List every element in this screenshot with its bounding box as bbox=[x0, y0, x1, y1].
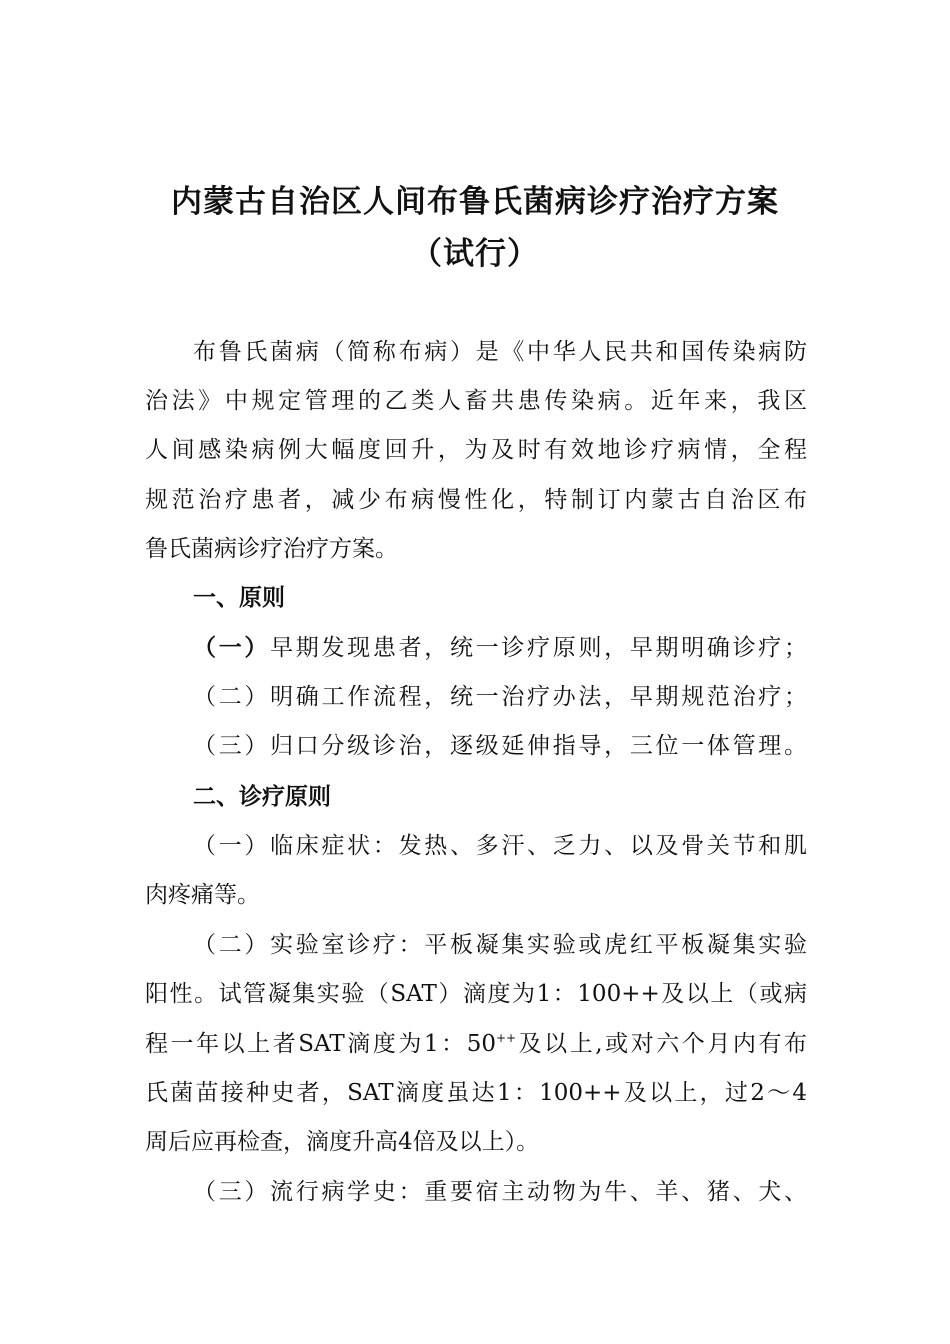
paragraph-line: （一）临床症状：发热、多汗、乏力、以及骨关节和肌 bbox=[193, 833, 807, 859]
principle-item: （三）归口分级诊治，逐级延伸指导，三位一体管理。 bbox=[193, 733, 807, 759]
paragraph-line: 氏菌苗接种史者，SAT滴度虽达1：100++及以上，过2～4 bbox=[145, 1080, 807, 1106]
document-title: 内蒙古自治区人间布鲁氏菌病诊疗治疗方案 bbox=[171, 184, 779, 220]
paragraph-line: 阳性。试管凝集实验（SAT）滴度为1：100++及以上（或病 bbox=[145, 981, 807, 1007]
principle-item: （二）明确工作流程，统一治疗办法，早期规范治疗； bbox=[193, 684, 807, 710]
intro-line: 布鲁氏菌病（简称布病）是《中华人民共和国传染病防 bbox=[193, 339, 807, 365]
principle-item-text: 早期发现患者，统一诊疗原则，早期明确诊疗； bbox=[270, 635, 808, 661]
paragraph-text: 程一年以上者SAT滴度为1：50 bbox=[145, 1031, 496, 1057]
paragraph-line: 周后应再检查，滴度升高4倍及以上）。 bbox=[145, 1129, 540, 1155]
paragraph-line: （三）流行病学史：重要宿主动物为牛、羊、猪、犬、 bbox=[193, 1179, 807, 1205]
paragraph-line bbox=[145, 1027, 807, 1061]
section-heading: 一、原则 bbox=[193, 585, 285, 611]
document-subtitle: （试行） bbox=[411, 236, 539, 272]
principle-item bbox=[193, 631, 807, 665]
paragraph-line: 肉疼痛等。 bbox=[145, 882, 260, 908]
intro-line: 治法》中规定管理的乙类人畜共患传染病。近年来，我区 bbox=[145, 388, 807, 414]
section-heading: 二、诊疗原则 bbox=[193, 784, 331, 810]
intro-line: 规范治疗患者，减少布病慢性化，特制订内蒙古自治区布 bbox=[145, 487, 807, 513]
principle-item-number: （一） bbox=[193, 635, 271, 661]
intro-line: 人间感染病例大幅度回升，为及时有效地诊疗病情，全程 bbox=[145, 437, 807, 463]
paragraph-text: 及以上,或对六个月内有布 bbox=[516, 1031, 807, 1057]
paragraph-line: （二）实验室诊疗：平板凝集实验或虎红平板凝集实验 bbox=[193, 932, 807, 958]
intro-line: 鲁氏菌病诊疗治疗方案。 bbox=[145, 536, 398, 562]
superscript: ++ bbox=[495, 1031, 517, 1045]
